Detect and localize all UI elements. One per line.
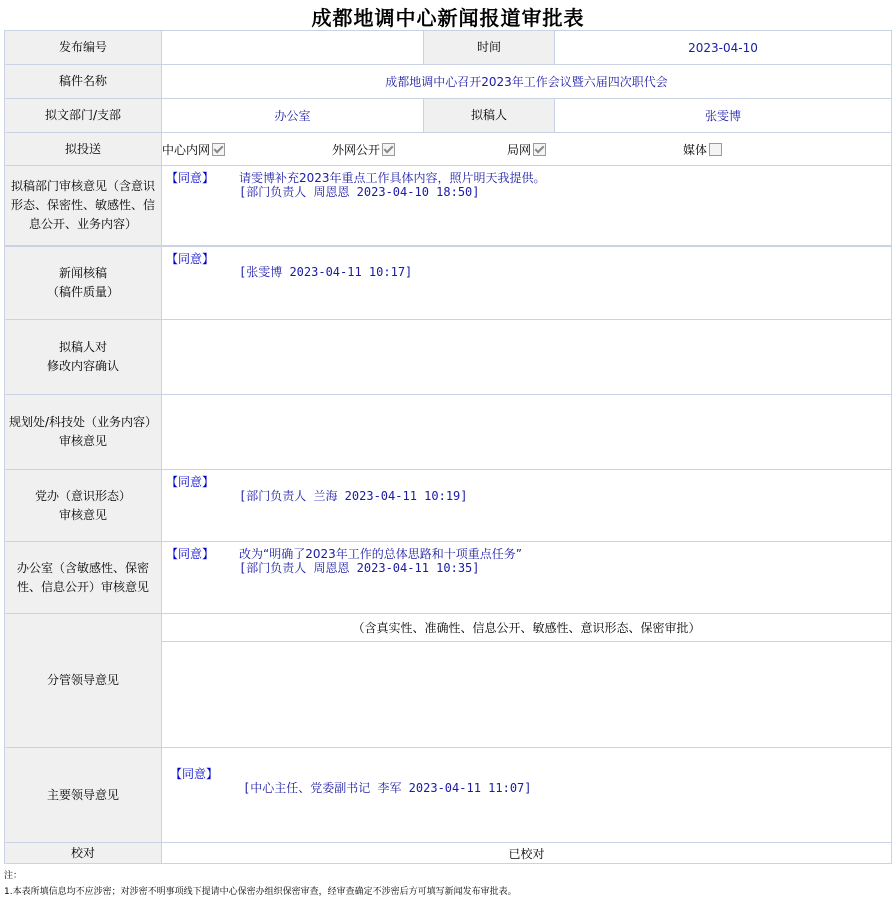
page-title: 成都地调中心新闻报道审批表 bbox=[311, 6, 585, 30]
send-option-public[interactable] bbox=[332, 141, 507, 158]
row-send bbox=[5, 133, 892, 166]
row-news-review bbox=[5, 246, 892, 320]
dept-review-opinion bbox=[162, 166, 892, 246]
drafter-label: 拟稿人 bbox=[424, 99, 555, 133]
planning-review-label bbox=[5, 395, 162, 470]
opinion-signature: [中心主任、党委副书记 李军 2023-04-11 11:07] bbox=[243, 781, 532, 795]
proofread-value[interactable]: 已校对 bbox=[162, 843, 892, 864]
opinion-signature: [部门负责人 周恩恩 2023-04-10 18:50] bbox=[239, 185, 480, 199]
office-review-opinion bbox=[162, 542, 892, 614]
number-value[interactable] bbox=[162, 31, 424, 65]
number-label: 发布编号 bbox=[5, 31, 162, 65]
drafter-confirm-label-line2: 修改内容确认 bbox=[46, 359, 119, 373]
dept-label: 拟文部门/支部 bbox=[5, 99, 162, 133]
row-party-review bbox=[5, 470, 892, 542]
row-drafter-confirm bbox=[5, 320, 892, 395]
row-manuscript bbox=[5, 65, 892, 99]
party-review-opinion bbox=[162, 470, 892, 542]
manuscript-value[interactable]: 成都地调中心召开2023年工作会议暨六届四次职代会 bbox=[162, 65, 892, 99]
dept-value[interactable]: 办公室 bbox=[162, 99, 424, 133]
notes-line-1: 1.本表所填信息均不应涉密；对涉密不明事项线下提请中心保密办组织保密审查，经审查确定不涉密后方可填写新闻发布审批表。 bbox=[4, 887, 517, 897]
row-number-time bbox=[5, 31, 892, 65]
approval-form-table bbox=[4, 30, 892, 864]
drafter-confirm-label-line1: 拟稿人对 bbox=[58, 340, 107, 354]
drafter-confirm-label bbox=[5, 320, 162, 395]
agree-mark: 【同意】 bbox=[166, 171, 215, 185]
opinion-signature: [张雯博 2023-04-11 10:17] bbox=[239, 264, 413, 279]
agree-mark: 【同意】 bbox=[166, 475, 215, 489]
party-review-label bbox=[5, 470, 162, 542]
planning-review-label-line1: 规划处/科技处（业务内容） bbox=[8, 415, 158, 429]
planning-review-opinion[interactable] bbox=[162, 395, 892, 470]
send-option-bureau[interactable] bbox=[507, 141, 683, 158]
checkbox-checked-icon[interactable] bbox=[212, 143, 225, 156]
opinion-signature: [部门负责人 周恩恩 2023-04-11 10:35] bbox=[239, 561, 480, 575]
main-leader-opinion bbox=[162, 748, 892, 843]
drafter-confirm-opinion[interactable] bbox=[162, 320, 892, 395]
row-dept-review bbox=[5, 166, 892, 246]
main-leader-label: 主要领导意见 bbox=[5, 748, 162, 843]
agree-mark: 【同意】 bbox=[166, 251, 215, 266]
send-option-media[interactable] bbox=[683, 141, 891, 158]
send-option-intranet-label: 中心内网 bbox=[162, 142, 211, 157]
send-option-bureau-label: 局网 bbox=[507, 142, 532, 157]
party-review-label-line1: 党办（意识形态） bbox=[34, 488, 131, 503]
send-label: 拟投送 bbox=[5, 133, 162, 166]
row-proofread bbox=[5, 843, 892, 864]
manuscript-label: 稿件名称 bbox=[5, 65, 162, 99]
office-review-label: 办公室（含敏感性、保密性、信息公开）审核意见 bbox=[5, 542, 162, 614]
planning-review-label-line2: 审核意见 bbox=[58, 434, 107, 448]
row-main-leader bbox=[5, 748, 892, 843]
leader-review-label: 分管领导意见 bbox=[5, 614, 162, 748]
checkbox-checked-icon[interactable] bbox=[533, 143, 546, 156]
drafter-value[interactable]: 张雯博 bbox=[555, 99, 892, 133]
leader-review-opinion[interactable] bbox=[162, 642, 892, 748]
row-office-review bbox=[5, 542, 892, 614]
notes-heading: 注： bbox=[4, 871, 23, 881]
agree-mark: 【同意】 bbox=[166, 547, 215, 561]
opinion-text: 请雯博补充2023年重点工作具体内容，照片明天我提供。 bbox=[239, 171, 546, 185]
news-review-label bbox=[5, 246, 162, 320]
proofread-label: 校对 bbox=[5, 843, 162, 864]
opinion-text: 改为“明确了2023年工作的总体思路和十项重点任务” bbox=[239, 547, 522, 561]
row-leader-scope bbox=[5, 614, 892, 642]
dept-review-label: 拟稿部门审核意见（含意识形态、保密性、敏感性、信息公开、业务内容） bbox=[5, 166, 162, 246]
agree-mark: 【同意】 bbox=[170, 767, 219, 781]
leader-review-scope: （含真实性、准确性、信息公开、敏感性、意识形态、保密审批） bbox=[162, 614, 892, 642]
send-option-public-label: 外网公开 bbox=[332, 142, 381, 157]
row-planning-review bbox=[5, 395, 892, 470]
news-review-label-line2: （稿件质量） bbox=[46, 284, 119, 299]
checkbox-unchecked-icon[interactable] bbox=[709, 143, 722, 156]
send-options bbox=[162, 133, 892, 166]
time-label: 时间 bbox=[424, 31, 555, 65]
news-review-label-line1: 新闻核稿 bbox=[58, 265, 107, 280]
checkbox-checked-icon[interactable] bbox=[382, 143, 395, 156]
time-value[interactable]: 2023-04-10 bbox=[555, 31, 892, 65]
party-review-label-line2: 审核意见 bbox=[58, 507, 107, 522]
send-option-intranet[interactable] bbox=[162, 141, 332, 158]
news-review-opinion bbox=[162, 246, 892, 320]
send-option-media-label: 媒体 bbox=[683, 142, 708, 157]
opinion-signature: [部门负责人 兰海 2023-04-11 10:19] bbox=[239, 489, 468, 503]
row-dept-drafter bbox=[5, 99, 892, 133]
